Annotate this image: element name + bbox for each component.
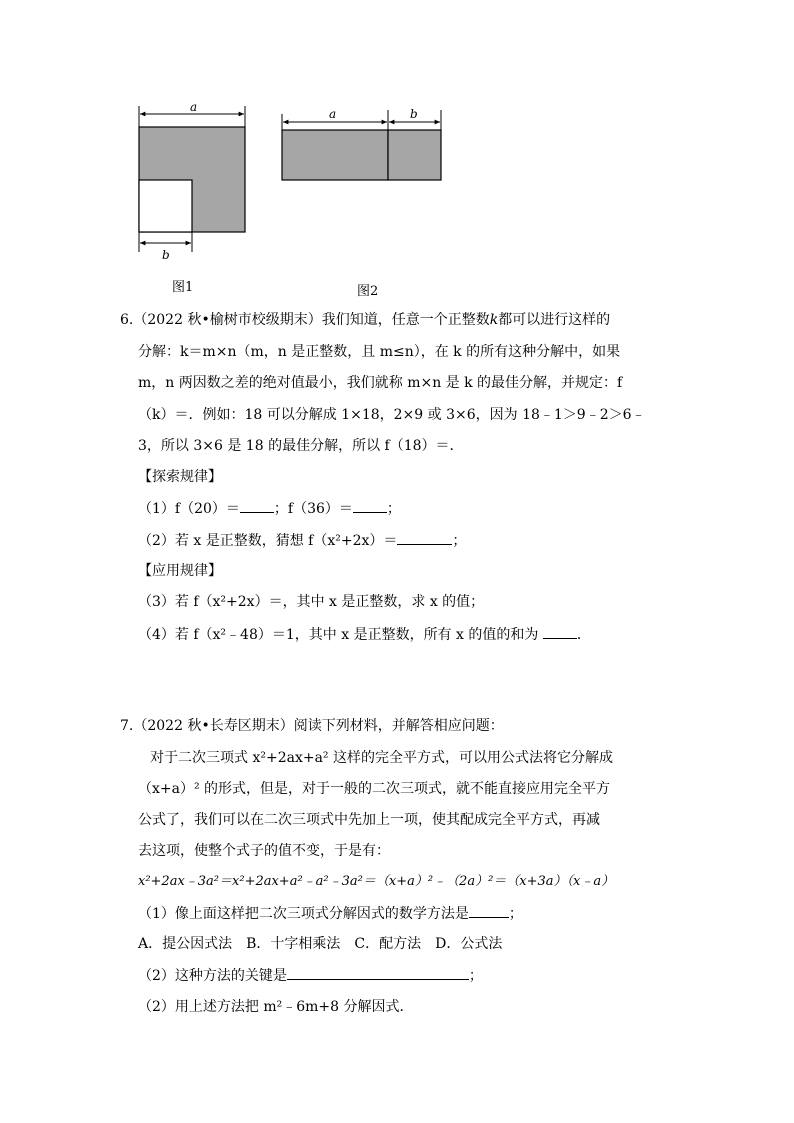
q7-p2-end: ； xyxy=(468,968,483,984)
fig2-label-a: a xyxy=(329,107,337,121)
q6-part-3: （3）若 f（x²+2x）＝，其中 x 是正整数，求 x 的值； xyxy=(138,594,485,610)
q7-part-2 xyxy=(138,965,483,986)
q6-source: （2022 秋•榆树市校级期末） xyxy=(133,312,322,328)
q6-line-1 xyxy=(120,310,610,330)
q6-k: k xyxy=(489,312,499,328)
q6-section-apply: 【应用规律】 xyxy=(138,563,222,579)
q6-line-3: m，n 两因数之差的绝对值最小，我们就称 m×n 是 k 的最佳分解，并规定：f xyxy=(138,375,623,391)
q6-p2-blank[interactable] xyxy=(397,530,452,545)
fig1-caption: 图1 xyxy=(172,280,194,295)
q7-para-line-4: 去这项，使整个式子的值不变，于是有： xyxy=(138,843,390,859)
q7-number: 7. xyxy=(120,718,134,734)
q6-p1-text-b: ；f（36）＝ xyxy=(273,501,353,517)
q6-number: 6. xyxy=(120,312,134,328)
q7-para-line-1: 对于二次三项式 x²+2ax+a² 这样的完全平方式，可以用公式法将它分解成 xyxy=(150,750,613,766)
q7-intro: 阅读下列材料，并解答相应问题： xyxy=(293,718,504,734)
fig2-label-b: b xyxy=(410,107,418,121)
fig1-label-a: a xyxy=(190,100,198,114)
q6-line-4: （k）＝．例如：18 可以分解成 1×18，2×9 或 3×6，因为 18﹣1＞9﹣2＞6﹣ xyxy=(138,407,646,423)
q6-p2-text: （2）若 x 是正整数，猜想 f（x²+2x）＝ xyxy=(138,533,398,549)
q7-p1-text: （1）像上面这样把二次三项式分解因式的数学方法是 xyxy=(138,906,469,922)
q7-para-line-2: （x+a）² 的形式，但是，对于一般的二次三项式，就不能直接应用完全平方 xyxy=(138,781,611,797)
q6-part-2 xyxy=(138,530,466,551)
fig1-white-square xyxy=(139,180,192,232)
q6-part-4 xyxy=(138,624,591,645)
q7-p2-blank[interactable] xyxy=(287,965,469,980)
q6-section-explore: 【探索规律】 xyxy=(138,469,222,485)
q7-part-1 xyxy=(138,903,523,924)
q7-p1-end: ； xyxy=(508,906,523,922)
fig2-rect-b xyxy=(388,130,441,180)
q7-para-line-3: 公式了，我们可以在二次三项式中先加上一项，使其配成完全平方式，再减 xyxy=(138,812,600,828)
q6-line-5: 3，所以 3×6 是 18 的最佳分解，所以 f（18）＝． xyxy=(138,438,464,454)
figure-1 xyxy=(130,100,260,265)
q6-p2-end: ； xyxy=(452,533,467,549)
q7-p1-blank[interactable] xyxy=(469,903,509,918)
q7-line-1 xyxy=(120,716,504,736)
q6-p4-text: （4）若 f（x²﹣48）＝1，其中 x 是正整数，所有 x 的值的和为 xyxy=(138,627,543,643)
q7-p2-text: （2）这种方法的关键是 xyxy=(138,968,287,984)
q7-part-3: （2）用上述方法把 m²﹣6m+8 分解因式． xyxy=(138,999,414,1015)
q6-p1-text-c: ； xyxy=(386,501,401,517)
q7-source: （2022 秋•长寿区期末） xyxy=(133,718,294,734)
q7-options: A．提公因式法 B．十字相乘法 C．配方法 D．公式法 xyxy=(138,936,503,952)
q6-p1-blank-2[interactable] xyxy=(353,498,387,513)
q6-line1-end: 都可以进行这样的 xyxy=(498,312,611,328)
q6-p4-end: ． xyxy=(576,627,591,643)
q6-line-2: 分解：k＝m×n（m，n 是正整数，且 m≤n），在 k 的所有这种分解中，如果 xyxy=(138,344,621,360)
fig2-caption: 图2 xyxy=(357,284,379,299)
q6-line1-text: 我们知道，任意一个正整数 xyxy=(321,312,490,328)
q6-p1-blank-1[interactable] xyxy=(240,498,274,513)
q7-equation: x²+2ax﹣3a²＝x²+2ax+a²﹣a²﹣3a²＝（x+a）²﹣（2a）²＝（x+3a）（x﹣a） xyxy=(138,874,615,889)
fig2-rect-a xyxy=(282,130,388,180)
q6-p1-text-a: （1）f（20）＝ xyxy=(138,501,240,517)
figure-2 xyxy=(275,100,450,190)
q6-p4-blank[interactable] xyxy=(543,624,577,639)
q6-part-1 xyxy=(138,498,401,519)
fig1-label-b: b xyxy=(162,248,170,262)
